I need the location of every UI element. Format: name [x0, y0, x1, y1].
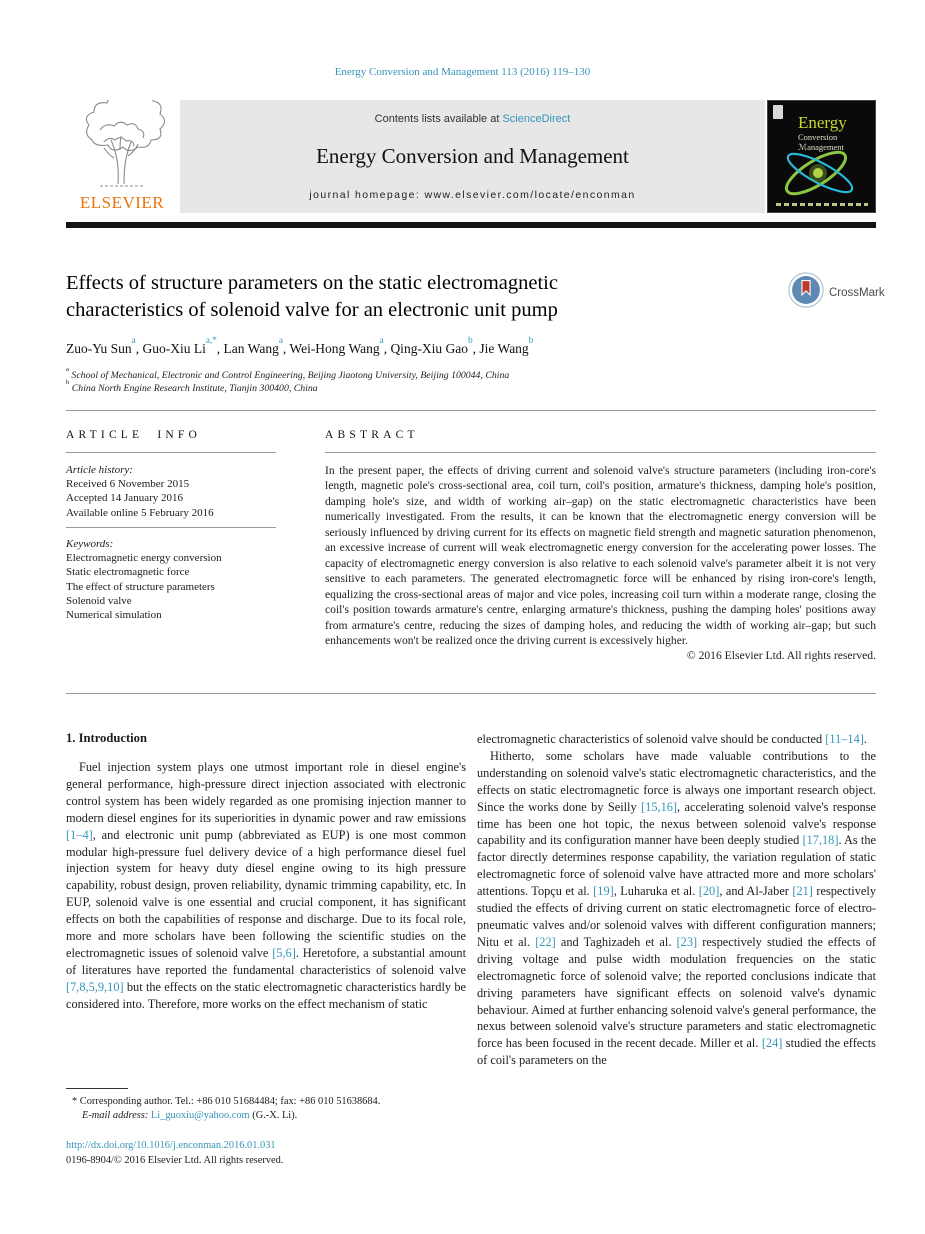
history-accepted: Accepted 14 January 2016 — [66, 492, 183, 505]
body-column-right — [477, 731, 876, 1069]
paragraph: electromagnetic characteristics of solenoid valve should be conducted [11–14]. — [477, 732, 867, 746]
keywords-section — [66, 537, 296, 622]
doi-link[interactable]: http://dx.doi.org/10.1016/j.enconman.2016.01.031 — [66, 1140, 276, 1151]
info-abstract-top-rule — [66, 410, 876, 411]
publisher-mark-icon — [773, 105, 783, 119]
journal-header-band — [66, 100, 876, 213]
elsevier-logo — [66, 100, 178, 213]
journal-title: Energy Conversion and Management — [316, 144, 629, 168]
title-line-1: Effects of structure parameters on the static electromagnetic — [66, 272, 558, 294]
link[interactable]: a — [131, 335, 136, 346]
paragraph: Hitherto, some scholars have made valuable contributions to the understanding on solenoid valve's static electromagnetic characteristics, and the effects on static electromagnetic force is always one important research object. Since the works done by Seilly [15,16], accelerating solenoid valve's response time has been one hot topic, the nexus between solenoid valve's response capability and its configuration manner have been deeply studied [17,18]. As the factor directly determines response capability, the variation regulation of static electromagnetic force of solenoid valve have attracted more and more scholars' attentions. Topçu et al. [19], Luharuka et al. [20], and Al-Jaber [21] respectively studied the effects of driving current on static electromagnetic force of electro-pneumatic valves and/or solenoid valves with different configuration manners; Nitu et al. [22] and Taghizadeh et al. [23] respectively studied the effects of driving voltage and pulse width modulation frequencies on the static electromagnetic force of solenoid valve; the reported conclusions indicate that driving parameters have significant effects on solenoid valve's dynamic behaviour. Aimed at further enhancing solenoid valve's general performance, the nexus between solenoid valve's structure parameters and static electromagnetic force has been focused in the recent decade. Miller et al. [24] studied the effects of coil's parameters on the — [477, 748, 876, 1068]
article-info-heading: ARTICLE INFO — [66, 429, 201, 441]
section-heading-introduction: 1. Introduction — [66, 731, 147, 745]
link[interactable]: [15,16] — [641, 799, 678, 814]
journal-citation-header: Energy Conversion and Management 113 (2016) 119–130 — [334, 66, 591, 78]
body-column-left — [66, 759, 466, 1013]
link[interactable]: b — [468, 335, 473, 346]
keywords-divider-rule — [66, 527, 276, 528]
link[interactable]: [24] — [761, 1036, 783, 1051]
elsevier-wordmark: ELSEVIER — [79, 193, 165, 212]
link[interactable]: [17,18] — [802, 833, 839, 848]
link[interactable]: [5,6] — [272, 945, 296, 960]
keywords-label: Keywords: — [66, 538, 114, 550]
article-history — [66, 463, 286, 520]
keyword-item: The effect of structure parameters — [66, 580, 215, 593]
contents-list-line[interactable]: Contents lists available at ScienceDirect — [374, 113, 571, 125]
link[interactable]: a,* — [205, 335, 217, 346]
history-received: Received 6 November 2015 — [66, 478, 190, 491]
cover-bottom-text-strip — [776, 203, 868, 206]
crossmark-icon — [788, 272, 824, 313]
keyword-item: Electromagnetic energy conversion — [66, 552, 222, 565]
abstract-copyright: © 2016 Elsevier Ltd. All rights reserved. — [686, 649, 876, 663]
affiliation-a: $^a$ School of Mechanical, Electronic and Control Engineering, Beijing Jiaotong University, Beijing 100044, China — [66, 365, 510, 381]
abstract-heading: ABSTRACT — [325, 429, 419, 441]
link[interactable]: ScienceDirect — [502, 113, 571, 125]
header-divider-bar — [66, 222, 876, 228]
link[interactable]: [1–4] — [66, 827, 93, 842]
journal-homepage-link[interactable]: journal homepage: www.elsevier.com/locate/enconman — [309, 189, 636, 201]
issn-copyright-line: 0196-8904/© 2016 Elsevier Ltd. All rights reserved. — [66, 1155, 284, 1166]
keyword-item: Numerical simulation — [66, 609, 162, 622]
abstract-heading-rule — [325, 452, 876, 453]
link[interactable]: [22] — [535, 934, 556, 949]
cover-title-energy: Energy — [798, 113, 847, 132]
article-info-heading-rule — [66, 452, 276, 453]
link[interactable]: a — [379, 335, 384, 346]
cover-title-management: ℳanagement — [798, 141, 844, 152]
page-title — [66, 270, 766, 324]
abstract-body — [325, 463, 876, 664]
link[interactable]: [11–14] — [825, 732, 864, 746]
history-available: Available online 5 February 2016 — [66, 506, 214, 519]
journal-banner — [180, 100, 765, 213]
keyword-item: Static electromagnetic force — [66, 566, 190, 579]
link[interactable]: [23] — [676, 934, 698, 949]
link[interactable]: [19] — [593, 884, 614, 899]
keyword-item: Solenoid valve — [66, 594, 132, 607]
affiliation-b: $^b$ China North Engine Research Institute, Tianjin 300400, China — [66, 378, 318, 394]
elsevier-tree-icon — [66, 100, 178, 192]
paragraph: Fuel injection system plays one utmost important role in diesel engine's general performance, high-pressure direct injection associated with electronic control system has been widely regarded as one promising injection manner to modern diesel engines for its superiorities in dynamic power and raw emissions [1–4], and electronic unit pump (abbreviated as EUP) is one most common modular high-pressure fuel delivery device of a high performance diesel fuel injection system for heavy duty diesel engine owing to its high pressure capability, robust design, proven reliability, dynamic trimming capability, etc. In EUP, solenoid valve is one essential and crucial component, it has significant effects on both the capabilities of response and discharge. Due to its focal role, more and more scholars have been following the scientific studies on the electromagnetic issues of solenoid valve [5,6]. Heretofore, a substantial amount of literatures have reported the fundamental characteristics of solenoid valve [7,8,5,9,10] but the effects on the static electromagnetic characteristics hardly be considered into. Therefore, more works on the effect mechanism of static — [66, 760, 466, 1011]
article-history-label: Article history: — [66, 464, 133, 476]
crossmark-label: CrossMark — [829, 286, 885, 299]
link[interactable]: a — [278, 335, 283, 346]
title-line-2: characteristics of solenoid valve for an electronic unit pump — [66, 299, 558, 321]
crossmark-badge[interactable] — [788, 272, 885, 313]
cover-title-conversion: Conversion — [798, 132, 838, 142]
affiliations — [66, 365, 826, 395]
link[interactable]: [7,8,5,9,10] — [66, 979, 124, 994]
abstract-paragraph: In the present paper, the effects of driving current and solenoid valve's structure parameters (including iron-core's length, magnetic pole's cross-sectional area, coil turn, coil's position, armature's thickness, damping hole's position, damping hole's size, and width of working air–gap) on the static electromagnetic characteristics have been numerically investigated. From the results, it can be known that the electromagnetic energy conversion will be seriously influenced by driving current for its effects on magnetic field strength and magnetic saturation phenomenon, an excessive increase of current will weak electromagnetic energy conversion for the accelerating power losses. The capacity of electromagnetic energy conversion is also relative to each solenoid valve's parameter albeit it is not very sensitive to each parameters. The generated electromagnetic force will be enhanced by rising iron-core's length, equalizing the cross-sectional areas of major and vice poles, increasing coil turn within a moderate range, closing the coil's position towards armature's centre, enlarging armature's thickness, pushing the damping holes' positions away from armature's centre, reducing the sizes of damping holes, and reducing the width of working air–gap; but such enhancements won't be realized once the driving current is excessively higher. — [325, 464, 876, 647]
link[interactable]: [20] — [698, 884, 720, 899]
footnote-divider — [66, 1088, 128, 1089]
journal-cover-thumbnail[interactable] — [767, 100, 876, 213]
footnote-block — [66, 1095, 476, 1123]
info-abstract-bottom-rule — [66, 693, 876, 694]
link[interactable]: b — [528, 335, 534, 346]
link[interactable]: [21] — [792, 884, 813, 899]
author-list: Zuo-Yu Sun$^a$, Guo-Xiu $Li^{a,*}$, Lan Wang$^a$, Wei-Hong Wang$^a$, Qing-Xiu Gao$^b$, Jie Wang$^b$ — [66, 335, 534, 356]
email-line: E-mail address: Li_guoxiu@yahoo.com (G.-X. Li). — [82, 1110, 298, 1121]
link[interactable]: Li_guoxiu@yahoo.com — [150, 1110, 250, 1121]
corresponding-author-note: * Corresponding author. Tel.: +86 010 51684484; fax: +86 010 51638684. — [72, 1096, 381, 1107]
